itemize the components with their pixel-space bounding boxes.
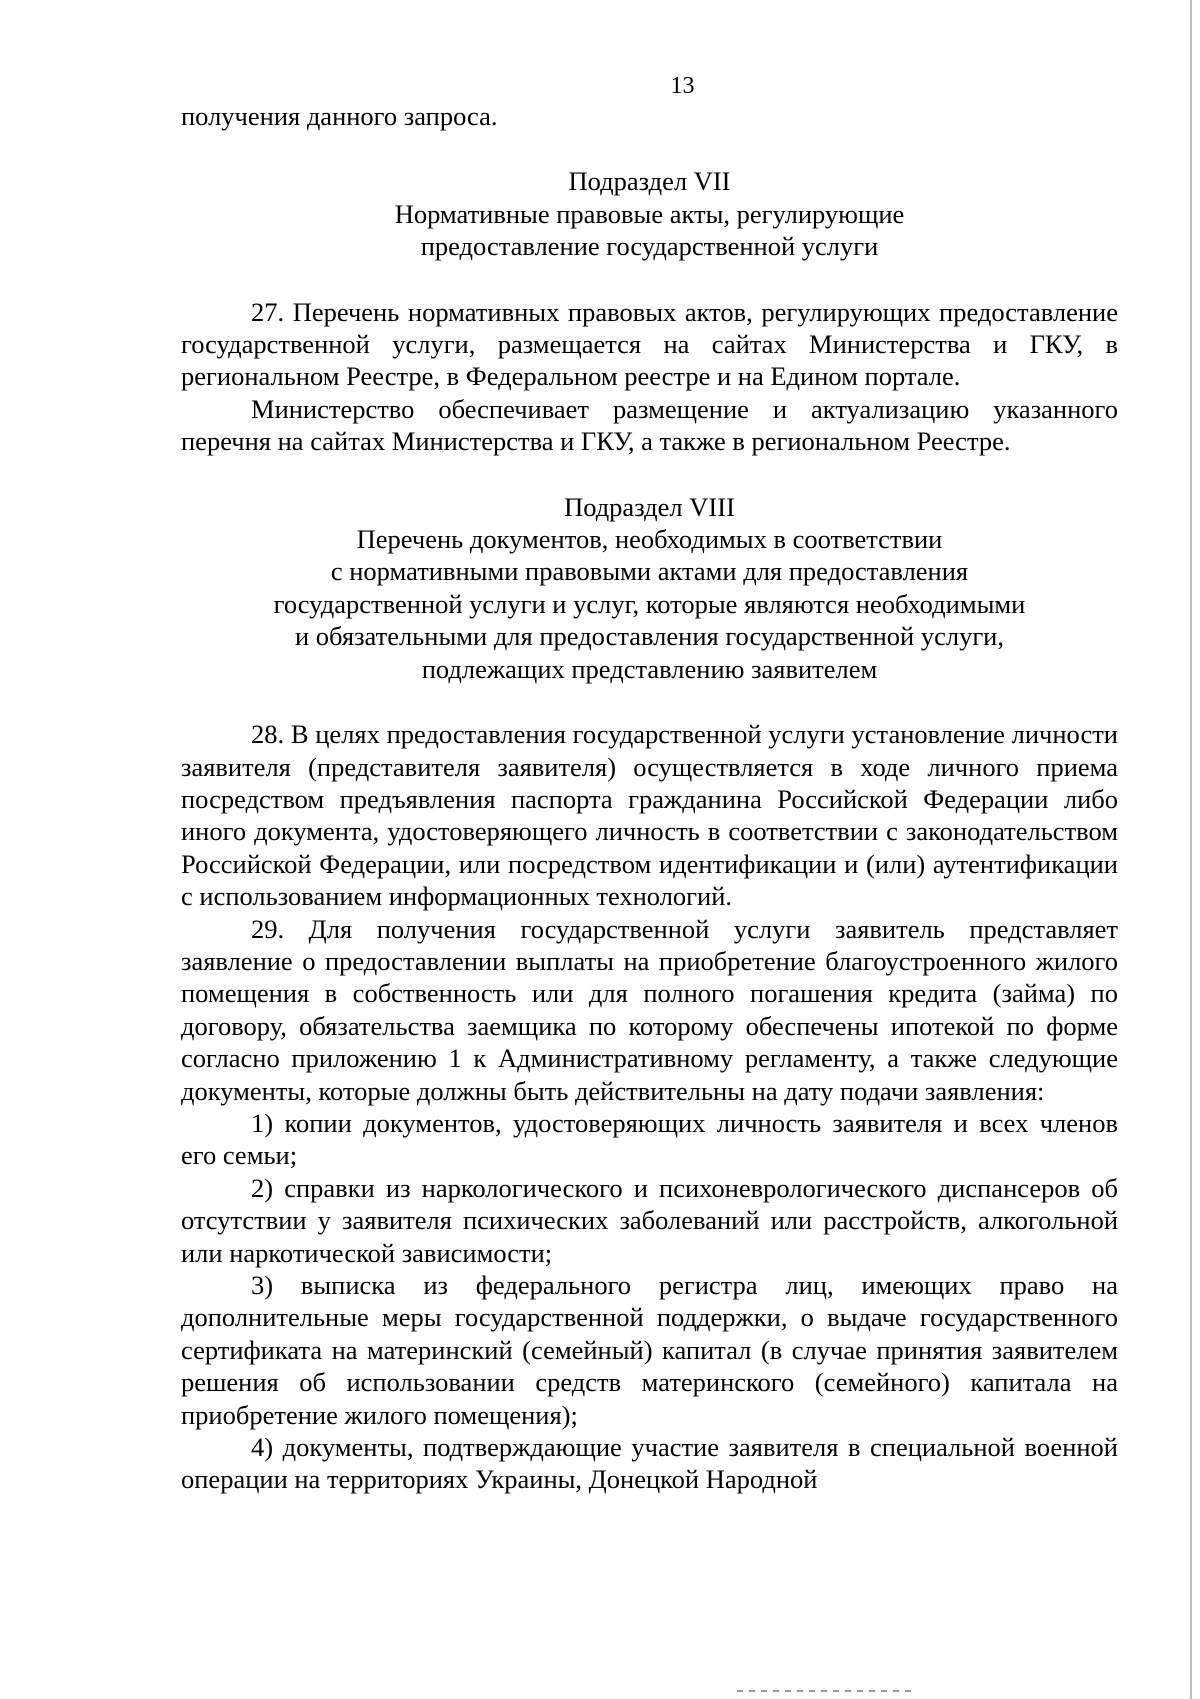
section-7-line-2: предоставление государственной услуги (420, 231, 879, 262)
section-8-title: Подраздел VIII (564, 491, 735, 522)
list-item-1: 1) копии документов, удостоверяющих личность заявителя и всех членов его семьи; (181, 1107, 1118, 1171)
section-8-line-4: и обязательными для предоставления государственной услуги, (295, 621, 1004, 652)
intro-line: получения данного запроса. (181, 101, 498, 131)
document-body (181, 100, 1118, 1496)
paragraph-27-continued: Министерство обеспечивает размещение и актуализацию указанного перечня на сайтах Министерства и ГКУ, а также в региональном Реестре. (181, 393, 1118, 457)
section-8-line-2: с нормативными правовыми актами для предоставления (330, 556, 969, 587)
paragraph-28: 28. В целях предоставления государственной услуги установление личности заявителя (представителя заявителя) осуществляется в ходе личного приема посредством предъявления паспорта гражданина Российской Федерации либо иного документа, удостоверяющего личность в соответствии с законодательством Российской Федерации, или посредством идентификации и (или) аутентификации с использованием информационных технологий. (181, 719, 1118, 912)
section-8-heading (181, 491, 1118, 685)
scan-edge-line (1190, 0, 1192, 1699)
paragraph-29: 29. Для получения государственной услуги заявитель представляет заявление о предоставлении выплаты на приобретение благоустроенного жилого помещения в собственность или для полного погашения кредита (займа) по договору, обязательства заемщика по которому обеспечены ипотекой по форме согласно приложению 1 к Административному регламенту, а также следующие документы, которые должны быть действительны на дату подачи заявления: (181, 913, 1118, 1106)
section-7-title: Подраздел VII (568, 166, 731, 197)
page-number: 13 (670, 73, 695, 99)
section-8-line-1: Перечень документов, необходимых в соответствии (356, 524, 943, 555)
list-item-4: 4) документы, подтверждающие участие заявителя в специальной военной операции на территориях Украины, Донецкой Народной (181, 1432, 1118, 1495)
section-8-line-3: государственной услуги и услуг, которые являются необходимыми (273, 588, 1026, 619)
section-7-line-1: Нормативные правовые акты, регулирующие (394, 198, 905, 229)
section-8-line-5: подлежащих представлению заявителем (421, 653, 878, 684)
list-item-2: 2) справки из наркологического и психоневрологического диспансеров об отсутствии у заявителя психических заболеваний или расстройств, алкогольной или наркотической зависимости; (181, 1172, 1118, 1268)
scan-artifact-dashes (737, 1690, 917, 1692)
paragraph-27: 27. Перечень нормативных правовых актов, регулирующих предоставление государственной услуги, размещается на сайтах Министерства и ГКУ, в региональном Реестре, в Федеральном реестре и на Едином портале. (181, 296, 1118, 392)
section-7-heading (181, 165, 1118, 262)
list-item-3: 3) выписка из федерального регистра лиц, имеющих право на дополнительные меры государственной поддержки, о выдаче государственного сертификата на материнский (семейный) капитал (в случае принятия заявителем решения об использовании средств материнского (семейного) капитала на приобретение жилого помещения); (181, 1270, 1118, 1430)
